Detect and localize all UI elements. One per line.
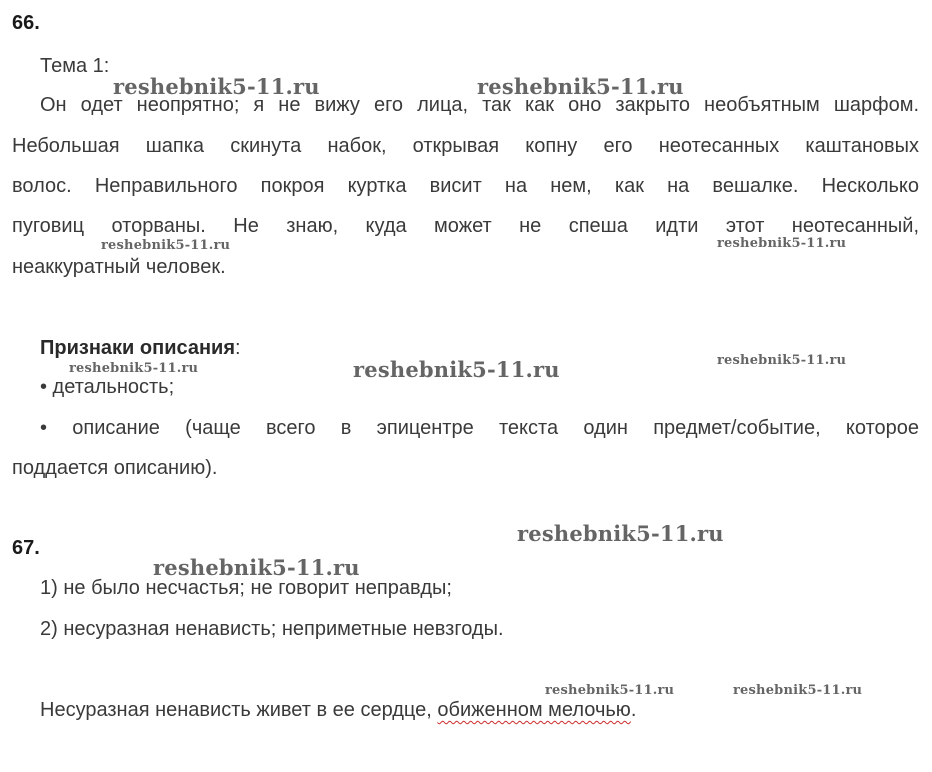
watermark: reshebnik5-11.ru	[717, 353, 847, 368]
paragraph-line-3: волос. Неправильного покроя куртка висит на нем, как на вешалке. Несколько	[12, 175, 919, 197]
paragraph-line-4: пуговиц оторваны. Не знаю, куда может не спеша идти этот неотесанный,	[12, 215, 919, 237]
features-colon: :	[235, 337, 241, 359]
watermark: reshebnik5-11.ru	[733, 683, 863, 698]
watermark: reshebnik5-11.ru	[517, 521, 724, 546]
paragraph-line-1: Он одет неопрятно; я не вижу его лица, так как оно закрыто необъятным шарфом.	[40, 94, 919, 116]
watermark: reshebnik5-11.ru	[153, 555, 360, 580]
features-heading: Признаки описания	[40, 337, 236, 359]
topic-label: Тема 1:	[40, 55, 110, 77]
watermark: reshebnik5-11.ru	[69, 361, 199, 376]
paragraph-line-2: Небольшая шапка скинута набок, открывая копну его неотесанных каштановых	[12, 135, 919, 157]
watermark: reshebnik5-11.ru	[477, 74, 684, 99]
watermark: reshebnik5-11.ru	[545, 683, 675, 698]
answer-item-2: 2) несуразная ненависть; неприметные невзгоды.	[40, 618, 504, 640]
answer-sentence	[40, 698, 636, 722]
answer-item-1: 1) не было несчастья; не говорит неправды;	[40, 577, 452, 599]
feature-item-1: • детальность;	[40, 376, 175, 398]
watermark: reshebnik5-11.ru	[113, 74, 320, 99]
sentence-start: Несуразная ненависть живет в ее сердце,	[40, 699, 438, 721]
feature-item-2-line-1: • описание (чаще всего в эпицентре текста один предмет/событие, которое	[40, 417, 919, 439]
watermark: reshebnik5-11.ru	[717, 236, 847, 251]
paragraph-line-5: неаккуратный человек.	[12, 256, 226, 278]
task-number-67: 67.	[12, 537, 40, 559]
feature-item-2-line-2: поддается описанию).	[12, 457, 218, 479]
watermark: reshebnik5-11.ru	[101, 238, 231, 253]
task-number-66: 66.	[12, 12, 40, 34]
watermark: reshebnik5-11.ru	[353, 357, 560, 382]
features-heading-line	[40, 336, 241, 360]
sentence-end: .	[630, 699, 637, 721]
sentence-underlined-phrase: обиженном мелочью	[437, 699, 631, 721]
